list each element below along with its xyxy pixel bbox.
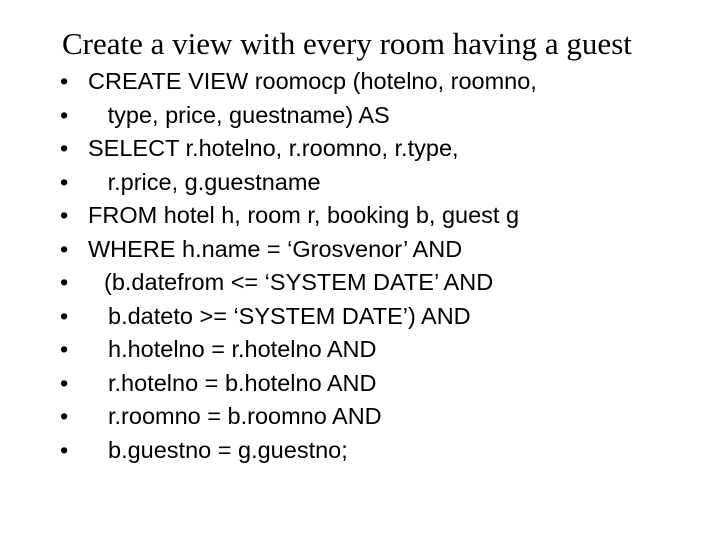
sql-line-text: b.dateto >= ‘SYSTEM DATE’) AND (108, 302, 471, 329)
sql-line-text: h.hotelno = r.hotelno AND (108, 336, 377, 362)
bullet-marker: • (60, 403, 69, 429)
sql-line-text: r.hotelno = b.hotelno AND (108, 369, 377, 396)
bullet-marker: • (60, 135, 69, 161)
bullet-marker: • (60, 436, 69, 463)
bullet-marker: • (60, 302, 69, 329)
bullet-marker: • (60, 336, 69, 362)
sql-line-text: CREATE VIEW roomocp (hotelno, roomno, (88, 68, 537, 94)
sql-line-text: (b.datefrom <= ‘SYSTEM DATE’ AND (104, 269, 494, 295)
sql-line-text: WHERE h.name = ‘Grosvenor’ AND (88, 235, 463, 262)
slide-title: Create a view with every room having a guest (62, 26, 632, 61)
bullet-marker: • (60, 168, 69, 195)
bullet-marker: • (60, 202, 69, 228)
bullet-marker: • (60, 235, 69, 262)
sql-line-text: SELECT r.hotelno, r.roomno, r.type, (88, 135, 459, 161)
sql-line-text: r.price, g.guestname (88, 168, 321, 195)
sql-line-text: type, price, guestname) AS (88, 101, 390, 128)
sql-line-text: FROM hotel h, room r, booking b, guest g (88, 202, 520, 228)
bullet-marker: • (60, 68, 69, 94)
bullet-marker: • (60, 101, 69, 128)
bullet-marker: • (60, 269, 69, 295)
sql-line-text: r.roomno = b.roomno AND (108, 403, 382, 429)
bullet-marker: • (60, 369, 69, 396)
sql-line-text: b.guestno = g.guestno; (108, 436, 348, 463)
